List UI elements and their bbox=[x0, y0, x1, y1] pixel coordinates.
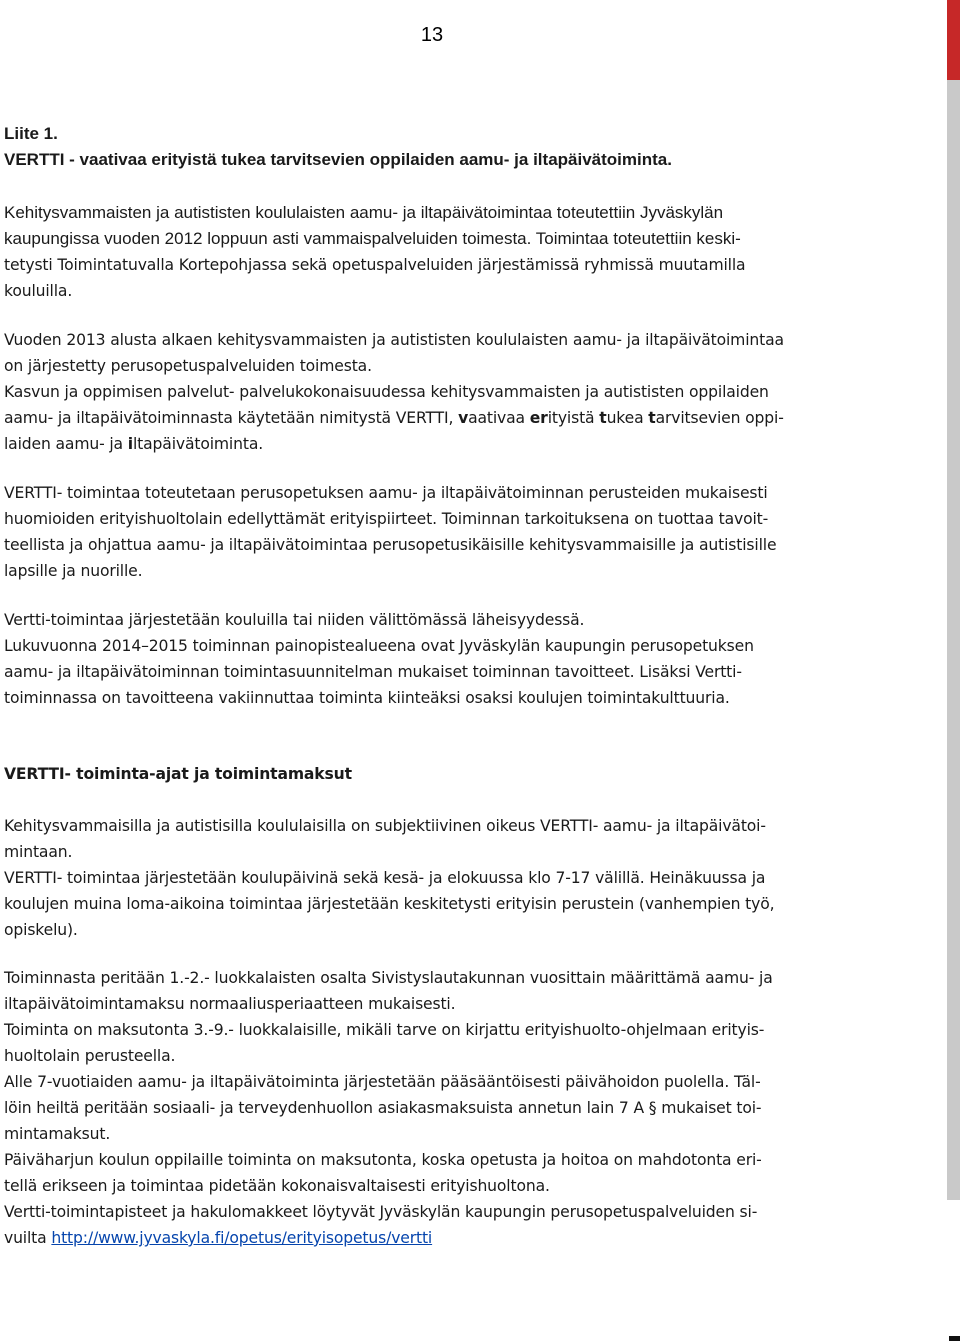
text-line: tellä erikseen ja toimintaa pidetään kokonaisvaltaisesti erityishuoltona. bbox=[4, 1177, 550, 1195]
text-line: Vertti-toimintaa järjestetään kouluilla tai niiden välittömässä läheisyydessä. bbox=[4, 611, 585, 629]
text-line: teellista ja ohjattua aamu- ja iltapäivätoimintaa perusopetusikäisille kehitysvammaisille ja autistisille bbox=[4, 536, 777, 554]
text-span: vuilta bbox=[4, 1229, 52, 1247]
text-span: arvitsevien oppi- bbox=[655, 409, 784, 427]
text-span: kaupungissa vuoden 2012 loppuun asti vammaispalveluiden toimesta. bbox=[4, 229, 532, 248]
paragraph-times bbox=[4, 813, 864, 943]
text-span: aamu- ja iltapäivätoiminnasta käytetään nimitystä VERTTI, bbox=[4, 409, 459, 427]
text-line: Päiväharjun koulun oppilaille toiminta on maksutonta, koska opetusta ja hoitoa on mahdotonta eri- bbox=[4, 1151, 762, 1169]
text-line bbox=[4, 405, 864, 431]
text-line: mintamaksut. bbox=[4, 1125, 111, 1143]
text-line: Kehitysvammaisilla ja autistisilla koululaisilla on subjektiivinen oikeus VERTTI- aamu- ja iltapäivätoi- bbox=[4, 817, 766, 835]
text-line bbox=[4, 1225, 864, 1251]
text-line: on järjestetty perusopetuspalveluiden toimesta. bbox=[4, 357, 372, 375]
text-line: aamu- ja iltapäivätoiminnan toimintasuunnitelman mukaiset toiminnan tavoitteet. Lisäksi Vertti- bbox=[4, 663, 742, 681]
text-line: Toiminnasta peritään 1.-2.- luokkalaisten osalta Sivistyslautakunnan vuosittain määrittämä aamu- ja bbox=[4, 969, 773, 987]
text-line: kouluilla. bbox=[4, 282, 73, 300]
paragraph-history bbox=[4, 200, 864, 304]
text-line: mintaan. bbox=[4, 843, 73, 861]
section-header bbox=[4, 761, 864, 787]
text-line: huoltolain perusteella. bbox=[4, 1047, 176, 1065]
appendix-header bbox=[4, 121, 864, 173]
text-line: koulujen muina loma-aikoina toimintaa järjestetään keskitetysti erityisin perustein (vanhempien työ, bbox=[4, 895, 775, 913]
text-span: aativaa bbox=[468, 409, 530, 427]
text-line bbox=[4, 431, 864, 457]
page-edge-bar bbox=[947, 0, 960, 1341]
text-line: toiminnassa on tavoitteena vakiinnuttaa toiminta kiinteäksi osaksi koulujen toimintakulttuuria. bbox=[4, 689, 730, 707]
acronym-letter: t bbox=[648, 409, 656, 427]
acronym-letter: i bbox=[127, 435, 133, 453]
text-line: iltapäivätoimintamaksu normaaliusperiaatteen mukaisesti. bbox=[4, 995, 456, 1013]
text-line: Vertti-toimintapisteet ja hakulomakkeet löytyvät Jyväskylän kaupungin perusopetuspalveluiden si- bbox=[4, 1203, 758, 1221]
text-line: Kasvun ja oppimisen palvelut- palvelukokonaisuudessa kehitysvammaisten ja autististen oppilaiden bbox=[4, 383, 769, 401]
appendix-subtitle: VERTTI - vaativaa erityistä tukea tarvitsevien oppilaiden aamu- ja iltapäivätoiminta. bbox=[4, 150, 672, 169]
paragraph-purpose bbox=[4, 480, 864, 584]
text-span: laiden aamu- ja bbox=[4, 435, 128, 453]
text-line: löin heiltä peritään sosiaali- ja terveydenhuollon asiakasmaksuista annetun lain 7 A § mukaiset toi- bbox=[4, 1099, 762, 1117]
page-number: 13 bbox=[420, 24, 444, 46]
text-span: ityistä bbox=[547, 409, 600, 427]
section-heading: VERTTI- toiminta-ajat ja toimintamaksut bbox=[4, 765, 352, 783]
acronym-letter: er bbox=[529, 409, 548, 427]
text-line: VERTTI- toimintaa toteutetaan perusopetuksen aamu- ja iltapäivätoiminnan perusteiden mukaisesti bbox=[4, 484, 768, 502]
text-line: huomioiden erityishuoltolain edellyttämät erityispiirteet. Toiminnan tarkoituksena on tuottaa tavoit- bbox=[4, 510, 769, 528]
text-line bbox=[4, 226, 864, 252]
text-line: VERTTI- toimintaa järjestetään koulupäivinä sekä kesä- ja elokuussa klo 7-17 välillä. Heinäkuussa ja bbox=[4, 869, 766, 887]
acronym-letter: v bbox=[458, 409, 469, 427]
text-line: Vuoden 2013 alusta alkaen kehitysvammaisten ja autististen koululaisten aamu- ja iltapäivätoimintaa bbox=[4, 331, 784, 349]
text-line: Alle 7-vuotiaiden aamu- ja iltapäivätoiminta järjestetään pääsääntöisesti päivähoidon puolella. Täl- bbox=[4, 1073, 761, 1091]
vertti-link[interactable]: http://www.jyvaskyla.fi/opetus/erityisopetus/vertti bbox=[51, 1229, 433, 1247]
text-span: ukea bbox=[606, 409, 649, 427]
text-line: Kehitysvammaisten ja autististen koululaisten aamu- ja iltapäivätoimintaa toteutettiin Jyväskylän bbox=[4, 203, 724, 222]
paragraph-location bbox=[4, 607, 864, 711]
text-line: lapsille ja nuorille. bbox=[4, 562, 143, 580]
text-line: Toiminta on maksutonta 3.-9.- luokkalaisille, mikäli tarve on kirjattu erityishuolto-ohjelmaan erityis- bbox=[4, 1021, 765, 1039]
page-edge-marker bbox=[949, 1336, 960, 1341]
appendix-title: Liite 1. bbox=[4, 124, 58, 143]
paragraph-current bbox=[4, 327, 864, 457]
text-span: Toimintaa toteutettiin keski- bbox=[531, 229, 741, 248]
text-line: Lukuvuonna 2014–2015 toiminnan painopistealueena ovat Jyväskylän kaupungin perusopetuksen bbox=[4, 637, 754, 655]
text-span: ltapäivätoiminta. bbox=[132, 435, 264, 453]
text-line: opiskelu). bbox=[4, 921, 78, 939]
paragraph-fees bbox=[4, 965, 864, 1251]
acronym-letter: t bbox=[599, 409, 607, 427]
text-line: tetysti Toimintatuvalla Kortepohjassa sekä opetuspalveluiden järjestämissä ryhmissä muutamilla bbox=[4, 256, 746, 274]
